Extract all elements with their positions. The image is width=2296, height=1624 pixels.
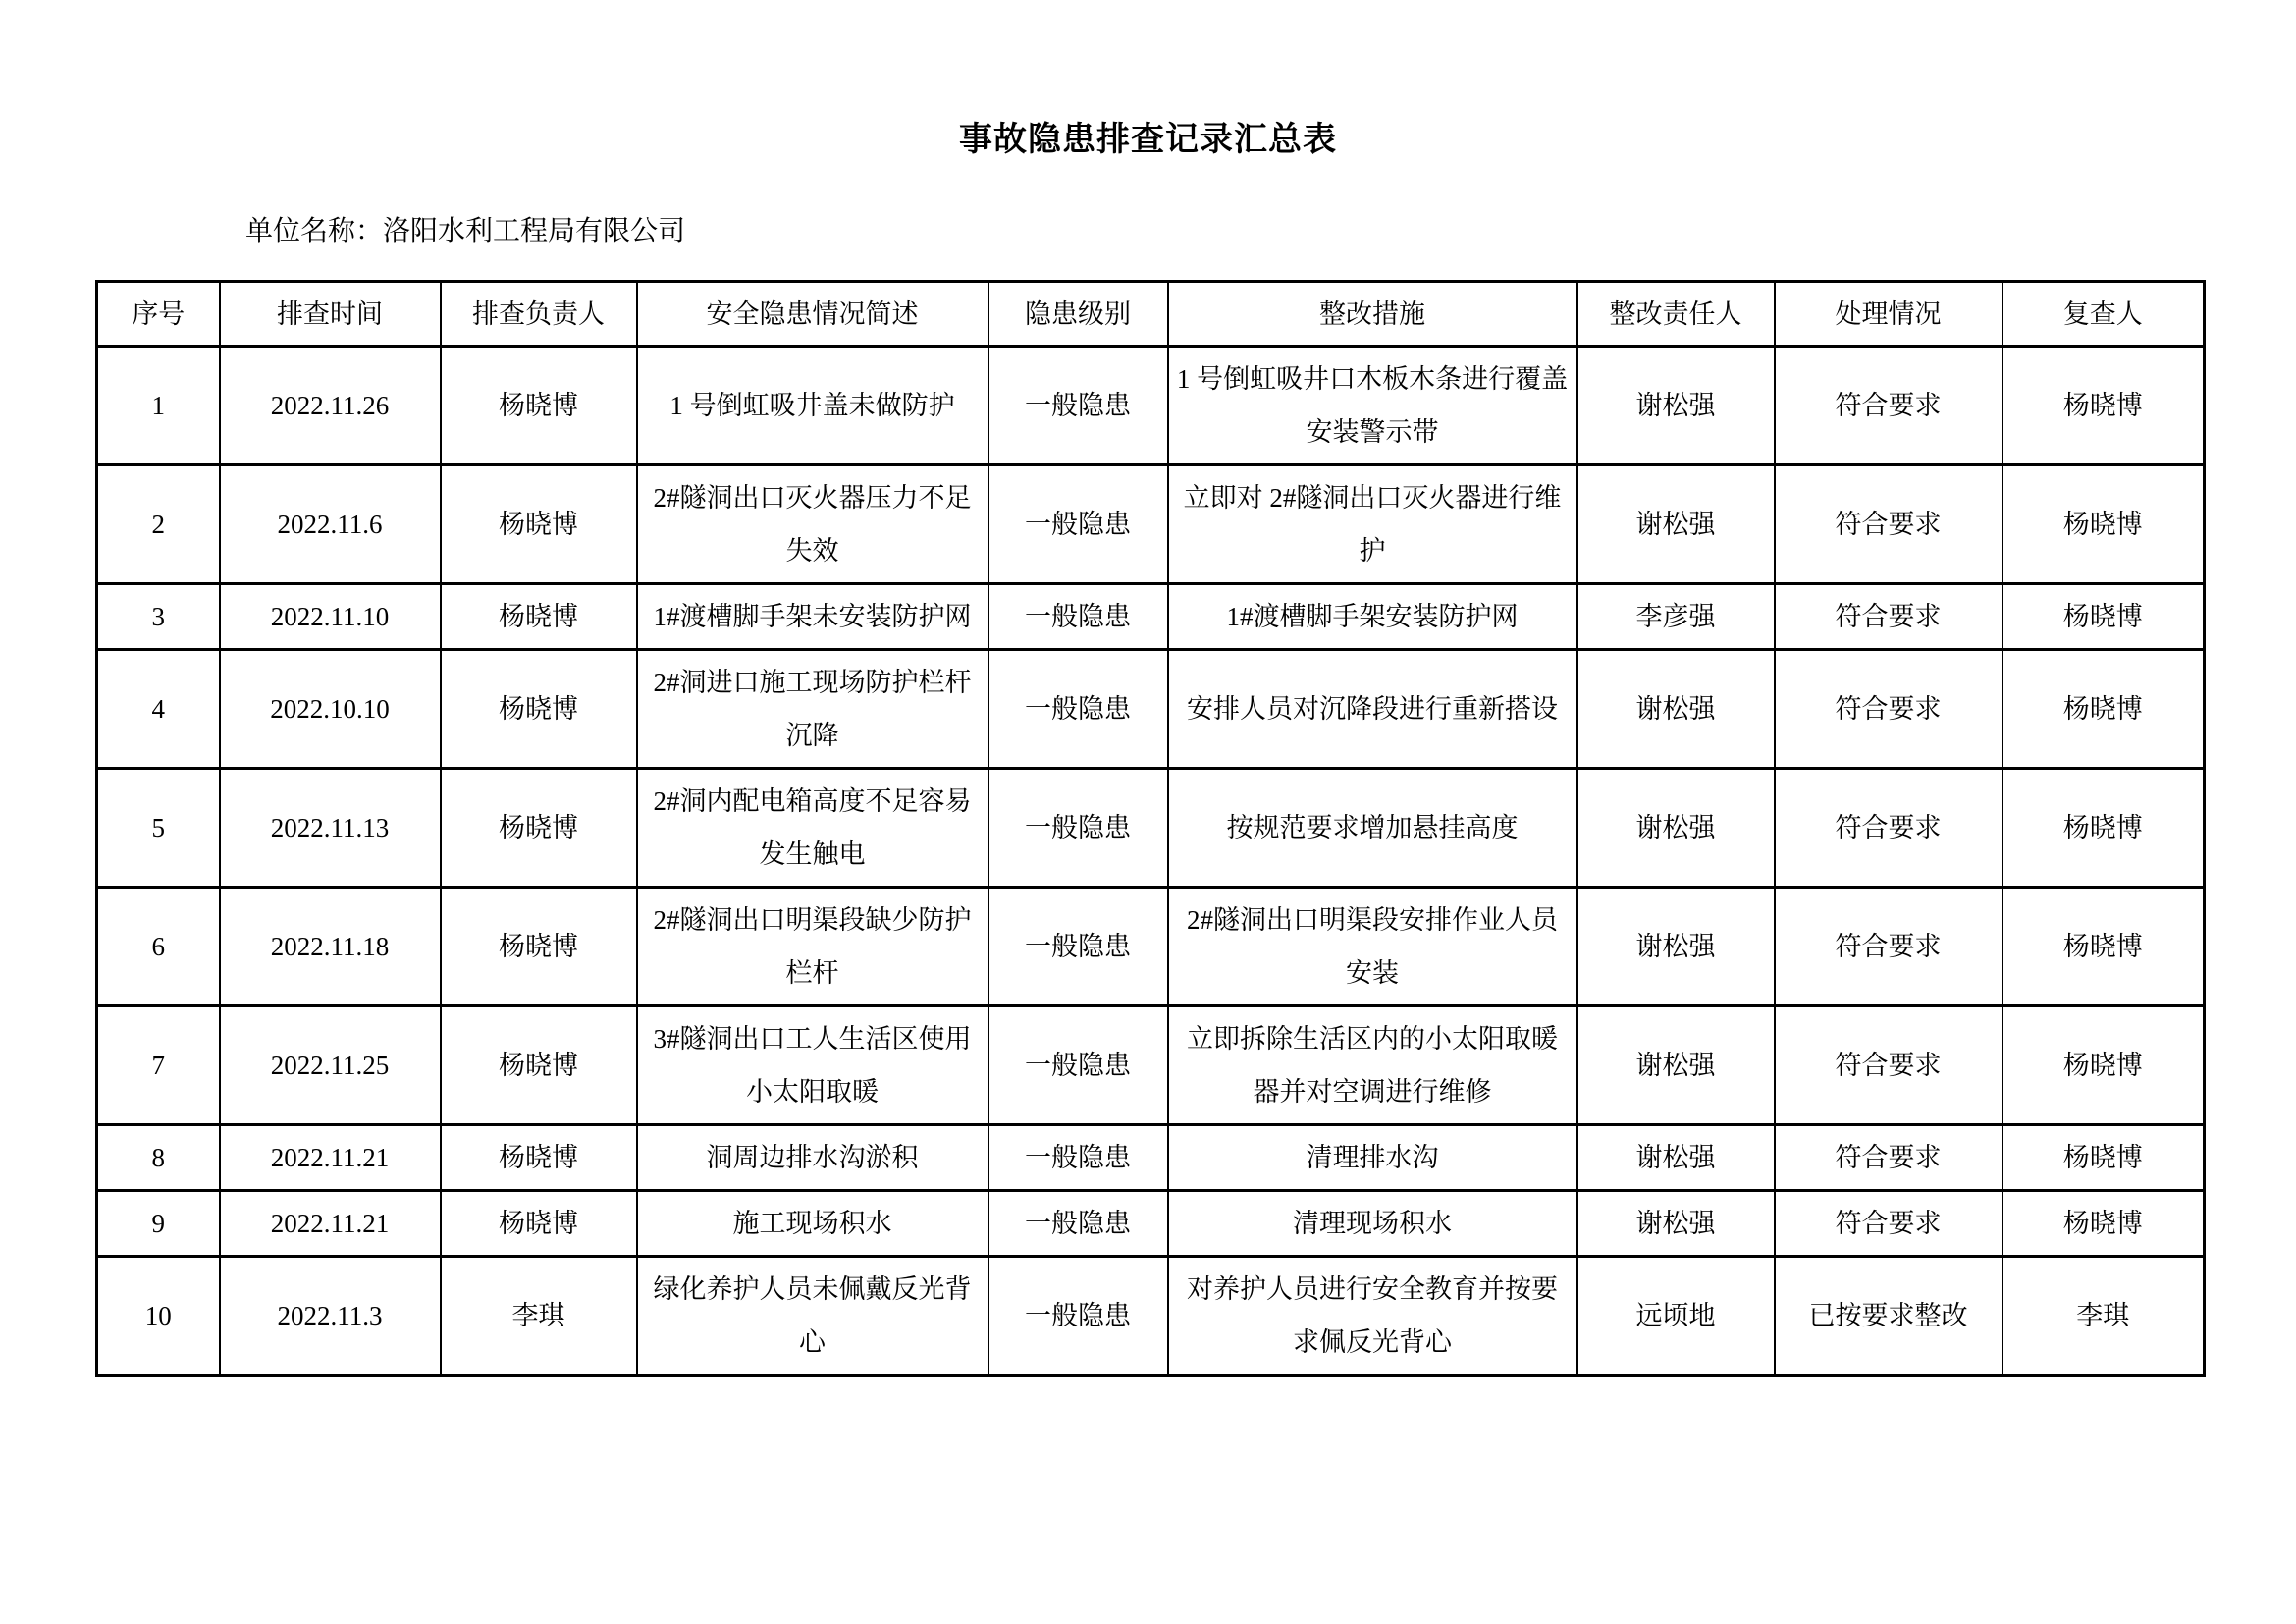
table-cell: 杨晓博 [2002, 769, 2205, 888]
table-cell: 杨晓博 [441, 1191, 637, 1257]
table-cell: 1 [97, 347, 220, 465]
header-cell-serial: 序号 [97, 282, 220, 347]
table-cell: 2 [97, 465, 220, 584]
table-cell: 杨晓博 [2002, 347, 2205, 465]
table-cell: 杨晓博 [2002, 465, 2205, 584]
header-cell-handling: 处理情况 [1775, 282, 2002, 347]
table-cell: 1#渡槽脚手架安装防护网 [1168, 584, 1577, 650]
table-cell: 谢松强 [1577, 1191, 1775, 1257]
table-cell: 立即拆除生活区内的小太阳取暖器并对空调进行维修 [1168, 1006, 1577, 1125]
table-cell: 6 [97, 888, 220, 1006]
table-cell: 一般隐患 [988, 465, 1168, 584]
table-cell: 一般隐患 [988, 584, 1168, 650]
table-row [97, 584, 2205, 650]
table-cell: 李琪 [2002, 1257, 2205, 1376]
header-cell-reviewer: 复查人 [2002, 282, 2205, 347]
table-cell: 谢松强 [1577, 769, 1775, 888]
table-cell: 清理排水沟 [1168, 1125, 1577, 1191]
table-cell: 5 [97, 769, 220, 888]
table-cell: 2#隧洞出口灭火器压力不足失效 [637, 465, 988, 584]
table-cell: 符合要求 [1775, 1006, 2002, 1125]
table-cell: 李彦强 [1577, 584, 1775, 650]
table-cell: 一般隐患 [988, 769, 1168, 888]
table-cell: 2022.11.18 [220, 888, 441, 1006]
table-cell: 杨晓博 [2002, 584, 2205, 650]
table-cell: 一般隐患 [988, 1006, 1168, 1125]
table-cell: 远顷地 [1577, 1257, 1775, 1376]
table-cell: 杨晓博 [441, 584, 637, 650]
table-cell: 杨晓博 [441, 1006, 637, 1125]
table-cell: 谢松强 [1577, 1006, 1775, 1125]
table-cell: 8 [97, 1125, 220, 1191]
table-row [97, 1125, 2205, 1191]
table-cell: 对养护人员进行安全教育并按要求佩反光背心 [1168, 1257, 1577, 1376]
table-cell: 2022.11.21 [220, 1125, 441, 1191]
table-row [97, 650, 2205, 769]
table-cell: 杨晓博 [2002, 650, 2205, 769]
table-cell: 1 号倒虹吸井盖未做防护 [637, 347, 988, 465]
table-row [97, 347, 2205, 465]
table-cell: 1#渡槽脚手架未安装防护网 [637, 584, 988, 650]
table-row [97, 465, 2205, 584]
summary-table [95, 280, 2206, 1377]
table-cell: 符合要求 [1775, 584, 2002, 650]
table-cell: 杨晓博 [441, 465, 637, 584]
table-cell: 2022.11.25 [220, 1006, 441, 1125]
table-cell: 谢松强 [1577, 1125, 1775, 1191]
table-row [97, 888, 2205, 1006]
table-cell: 谢松强 [1577, 888, 1775, 1006]
table-cell: 3 [97, 584, 220, 650]
table-cell: 清理现场积水 [1168, 1191, 1577, 1257]
table-cell: 杨晓博 [441, 769, 637, 888]
table-cell: 2022.11.6 [220, 465, 441, 584]
table-cell: 2022.11.13 [220, 769, 441, 888]
header-cell-description: 安全隐患情况简述 [637, 282, 988, 347]
table-cell: 10 [97, 1257, 220, 1376]
table-cell: 符合要求 [1775, 347, 2002, 465]
table-cell: 4 [97, 650, 220, 769]
table-header-row [97, 282, 2205, 347]
table-cell: 谢松强 [1577, 650, 1775, 769]
table-cell: 绿化养护人员未佩戴反光背心 [637, 1257, 988, 1376]
table-cell: 2022.11.26 [220, 347, 441, 465]
table-cell: 一般隐患 [988, 888, 1168, 1006]
table-cell: 2022.11.3 [220, 1257, 441, 1376]
table-cell: 杨晓博 [2002, 888, 2205, 1006]
table-cell: 2022.10.10 [220, 650, 441, 769]
table-cell: 杨晓博 [2002, 1125, 2205, 1191]
table-cell: 一般隐患 [988, 650, 1168, 769]
table-cell: 施工现场积水 [637, 1191, 988, 1257]
table-cell: 谢松强 [1577, 465, 1775, 584]
table-cell: 杨晓博 [441, 888, 637, 1006]
table-cell: 2#隧洞出口明渠段安排作业人员安装 [1168, 888, 1577, 1006]
table-row [97, 1006, 2205, 1125]
unit-name-line: 单位名称：洛阳水利工程局有限公司 [245, 216, 686, 247]
table-cell: 9 [97, 1191, 220, 1257]
table-row [97, 1257, 2205, 1376]
table-cell: 杨晓博 [441, 650, 637, 769]
table-cell: 安排人员对沉降段进行重新搭设 [1168, 650, 1577, 769]
table-cell: 2#洞进口施工现场防护栏杆沉降 [637, 650, 988, 769]
table-cell: 7 [97, 1006, 220, 1125]
table-cell: 符合要求 [1775, 1191, 2002, 1257]
table-cell: 2#洞内配电箱高度不足容易发生触电 [637, 769, 988, 888]
header-cell-responsible: 整改责任人 [1577, 282, 1775, 347]
table-cell: 3#隧洞出口工人生活区使用小太阳取暖 [637, 1006, 988, 1125]
table-cell: 符合要求 [1775, 465, 2002, 584]
table-cell: 谢松强 [1577, 347, 1775, 465]
table-cell: 一般隐患 [988, 1125, 1168, 1191]
header-cell-measures: 整改措施 [1168, 282, 1577, 347]
table-cell: 符合要求 [1775, 650, 2002, 769]
table-cell: 杨晓博 [441, 347, 637, 465]
table-row [97, 1191, 2205, 1257]
table-cell: 已按要求整改 [1775, 1257, 2002, 1376]
header-cell-date: 排查时间 [220, 282, 441, 347]
table-row [97, 769, 2205, 888]
table-cell: 杨晓博 [441, 1125, 637, 1191]
table-cell: 一般隐患 [988, 1257, 1168, 1376]
table-cell: 一般隐患 [988, 347, 1168, 465]
page-title: 事故隐患排查记录汇总表 [959, 121, 1337, 158]
table-cell: 立即对 2#隧洞出口灭火器进行维护 [1168, 465, 1577, 584]
table-cell: 符合要求 [1775, 1125, 2002, 1191]
header-cell-level: 隐患级别 [988, 282, 1168, 347]
table-cell: 2022.11.10 [220, 584, 441, 650]
table-cell: 2022.11.21 [220, 1191, 441, 1257]
table-cell: 符合要求 [1775, 769, 2002, 888]
table-cell: 洞周边排水沟淤积 [637, 1125, 988, 1191]
table-cell: 杨晓博 [2002, 1191, 2205, 1257]
table-cell: 杨晓博 [2002, 1006, 2205, 1125]
header-cell-inspector: 排查负责人 [441, 282, 637, 347]
table-cell: 李琪 [441, 1257, 637, 1376]
table-cell: 一般隐患 [988, 1191, 1168, 1257]
table-cell: 符合要求 [1775, 888, 2002, 1006]
table-cell: 1 号倒虹吸井口木板木条进行覆盖安装警示带 [1168, 347, 1577, 465]
table-body [97, 347, 2205, 1376]
table-cell: 2#隧洞出口明渠段缺少防护栏杆 [637, 888, 988, 1006]
table-cell: 按规范要求增加悬挂高度 [1168, 769, 1577, 888]
